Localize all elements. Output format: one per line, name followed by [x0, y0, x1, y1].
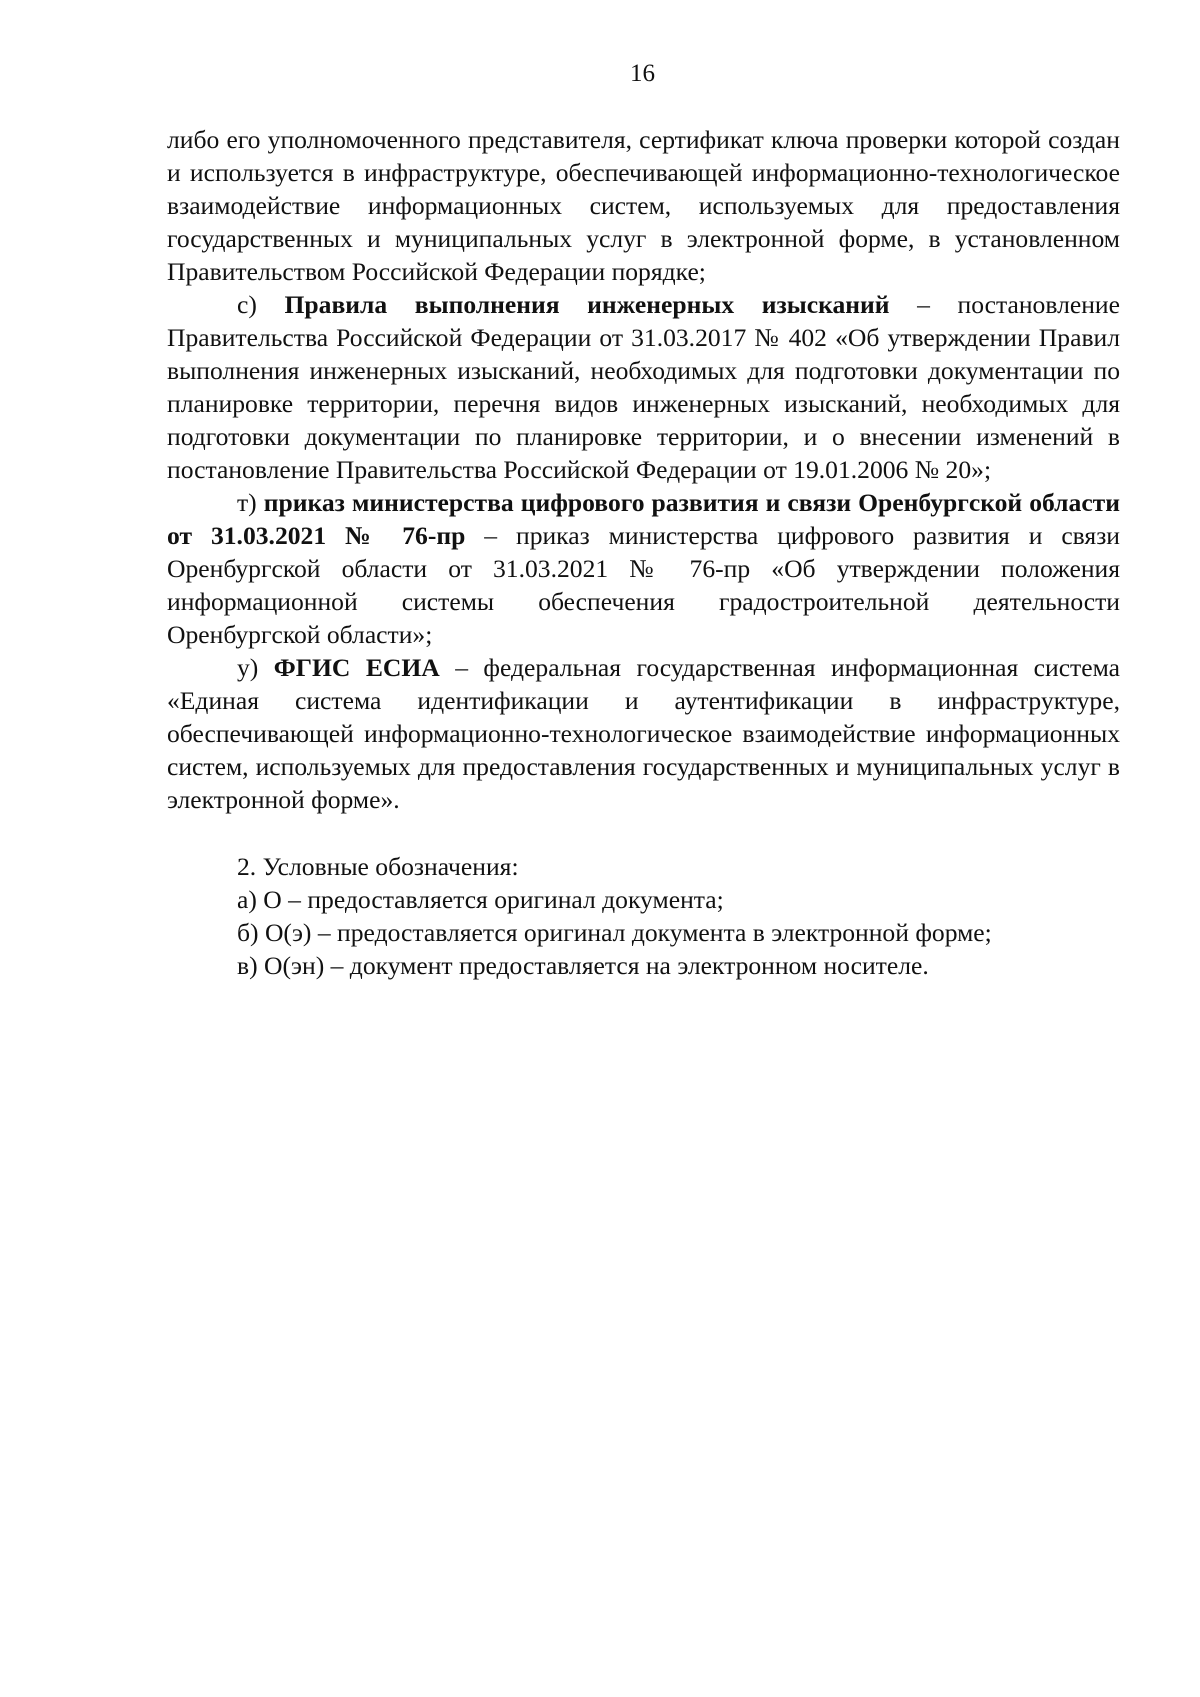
- definition-item-u: [167, 651, 1120, 816]
- definition-item-s: [167, 288, 1120, 486]
- document-body: [167, 123, 1120, 982]
- defined-term: Правила выполнения инженерных изысканий: [284, 290, 890, 319]
- item-letter: с): [237, 290, 257, 319]
- definition-text: – постановление Правительства Российской Федерации от 31.03.2017 № 402 «Об утверждении Правил выполнения инженерных изысканий, необходимых для подготовки документации по планировке территории, перечня видов инженерных изысканий, необходимых для подготовки документации по планировке территории, и о внесении изменений в постановление Правительства Российской Федерации от 19.01.2006 № 20»;: [167, 290, 1120, 484]
- conventions-section: [167, 850, 1120, 982]
- convention-item: в) О(эн) – документ предоставляется на электронном носителе.: [237, 951, 929, 980]
- convention-item: а) О – предоставляется оригинал документа;: [237, 885, 724, 914]
- page-number: 16: [630, 60, 655, 87]
- conventions-heading: 2. Условные обозначения:: [237, 852, 519, 881]
- definition-text: – приказ министерства цифрового развития и связи Оренбургской области от 31.03.2021 № 76-пр «Об утверждении положения информационной системы обеспечения градостроительной деятельности Оренбургской области»;: [167, 521, 1121, 649]
- continuation-paragraph: либо его уполномоченного представителя, сертификат ключа проверки которой создан и используется в инфраструктуре, обеспечивающей информационно-технологическое взаимодействие информационных систем, используемых для предоставления государственных и муниципальных услуг в электронной форме, в установленном Правительством Российской Федерации порядке;: [167, 125, 1120, 286]
- convention-item: б) О(э) – предоставляется оригинал документа в электронной форме;: [237, 918, 992, 947]
- defined-term: ФГИС ЕСИА: [273, 653, 440, 682]
- item-letter: у): [237, 653, 259, 682]
- definition-item-t: [167, 486, 1120, 651]
- defined-term: приказ министерства цифрового развития и связи Оренбургской области от 31.03.2021 № 76-пр: [167, 488, 1120, 550]
- item-letter: т): [237, 488, 257, 517]
- definition-text: – федеральная государственная информационная система «Единая система идентификации и аутентификации в инфраструктуре, обеспечивающей информационно-технологическое взаимодействие информационных систем, используемых для предоставления государственных и муниципальных услуг в электронной форме».: [167, 653, 1120, 814]
